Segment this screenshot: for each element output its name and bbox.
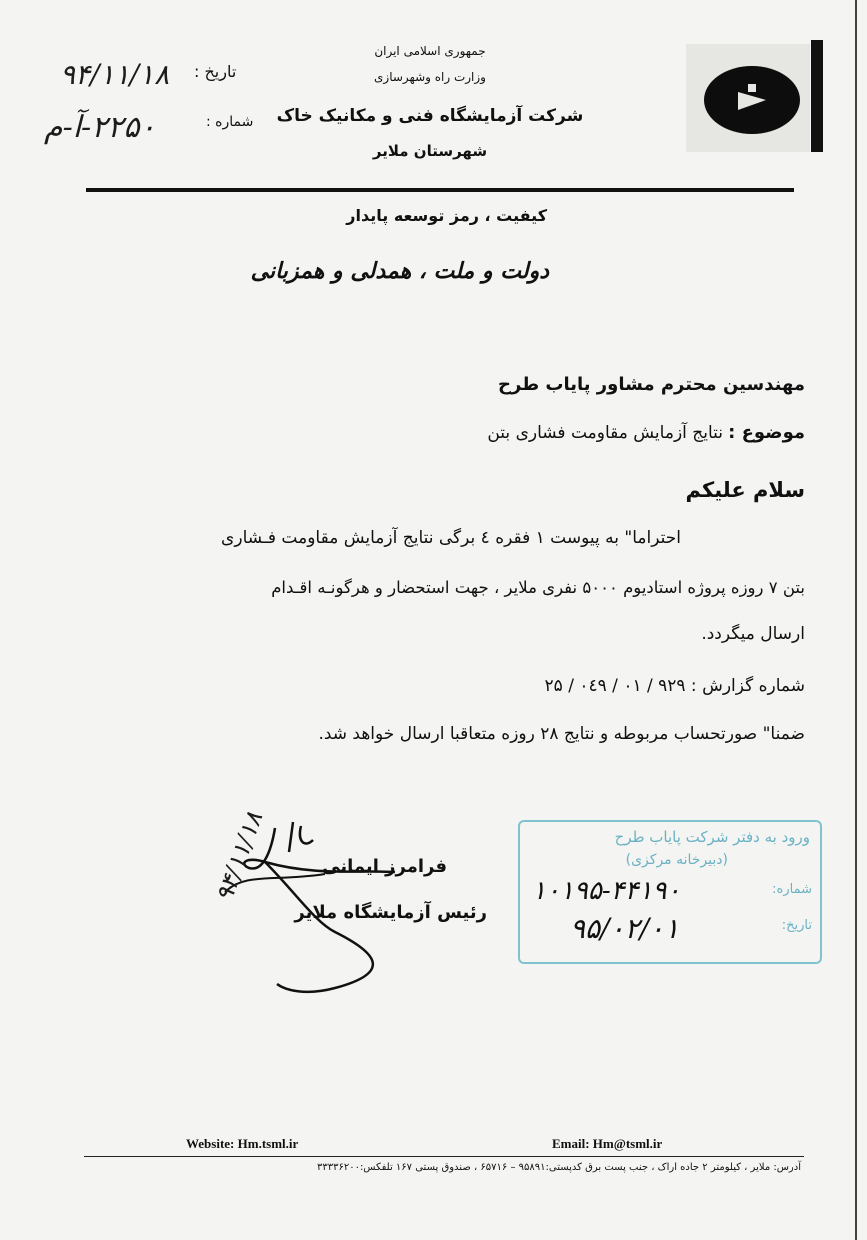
report-number: شماره گزارش : ۹۲۹ / ۰۱ / ۰٤۹ / ۲۵ <box>544 676 805 696</box>
date-label: تاریخ : <box>194 62 237 81</box>
handwritten-sign-date: ۹۴/۱۱/۱۸ <box>210 808 269 906</box>
footer-address: آدرس: ملایر ، کیلومتر ۲ جاده اراک ، جنب پست برق کدپستی:۹۵۸۹۱ – ۶۵۷۱۶ ، صندوق پستی ۱۶۷ تلفکس:۳۳۳۳۶۲۰۰ <box>316 1162 801 1173</box>
motto-quality: کیفیت ، رمز توسعه پایدار <box>346 206 547 225</box>
scan-edge-line <box>855 0 857 1240</box>
header-divider <box>86 188 794 192</box>
motto-government: دولت و ملت ، همدلی و همزبانی <box>250 258 549 284</box>
ministry-name: وزارت راه وشهرسازی <box>374 70 486 84</box>
stamp-number-value: ۱۰۱۹۵-۴۴۱۹۰ <box>532 876 681 906</box>
scan-edge-bar <box>811 40 823 152</box>
subject-text: نتایج آزمایش مقاومت فشاری بتن <box>487 423 724 443</box>
body-line-2: بتن ۷ روزه پروژه استادیوم ۵۰۰۰ نفری ملایر ، جهت استحضار و هرگونـه اقـدام <box>271 578 805 597</box>
stamp-date-value: ۹۵/۰۲/۰۱ <box>570 912 680 945</box>
subject-label: موضوع : <box>728 422 805 443</box>
stamp-date-label: تاریخ: <box>781 918 812 933</box>
footer-divider <box>84 1156 804 1157</box>
stamp-subtitle: (دبیرخانه مرکزی) <box>625 852 728 868</box>
body-line-1: احتراما" به پیوست ۱ فقره ٤ برگی نتایج آزمایش مقاومت فـشاری <box>221 528 681 548</box>
company-name: شرکت آزمایشگاه فنی و مکانیک خاک <box>276 106 584 126</box>
stamp-title: ورود به دفتر شرکت پایاب طرح <box>614 828 810 846</box>
footer-website: Website: Hm.tsml.ir <box>186 1136 299 1151</box>
number-value: ۲۲۵۰-آ-م <box>44 110 156 145</box>
footer-email: Email: Hm@tsml.ir <box>552 1136 663 1151</box>
received-stamp <box>518 820 822 964</box>
signer-name: فرامرز ایمانی <box>322 856 447 877</box>
recipient: مهندسین محترم مشاور پایاب طرح <box>498 374 805 395</box>
company-logo <box>686 44 810 152</box>
city-name: شهرستان ملایر <box>372 142 488 160</box>
greeting: سلام علیکم <box>685 478 805 502</box>
body-line-3: ارسال میگردد. <box>701 624 805 644</box>
date-value: ۹۴/۱۱/۱۸ <box>60 58 170 91</box>
stamp-number-label: شماره: <box>772 882 812 897</box>
subject-line <box>487 422 805 443</box>
closing-note: ضمنا" صورتحساب مربوطه و نتایج ۲۸ روزه متعاقبا ارسال خواهد شد. <box>318 724 805 744</box>
number-label: شماره : <box>206 114 254 130</box>
country-name: جمهوری اسلامی ایران <box>374 44 486 58</box>
signer-title: رئیس آزمایشگاه ملایر <box>294 902 487 923</box>
